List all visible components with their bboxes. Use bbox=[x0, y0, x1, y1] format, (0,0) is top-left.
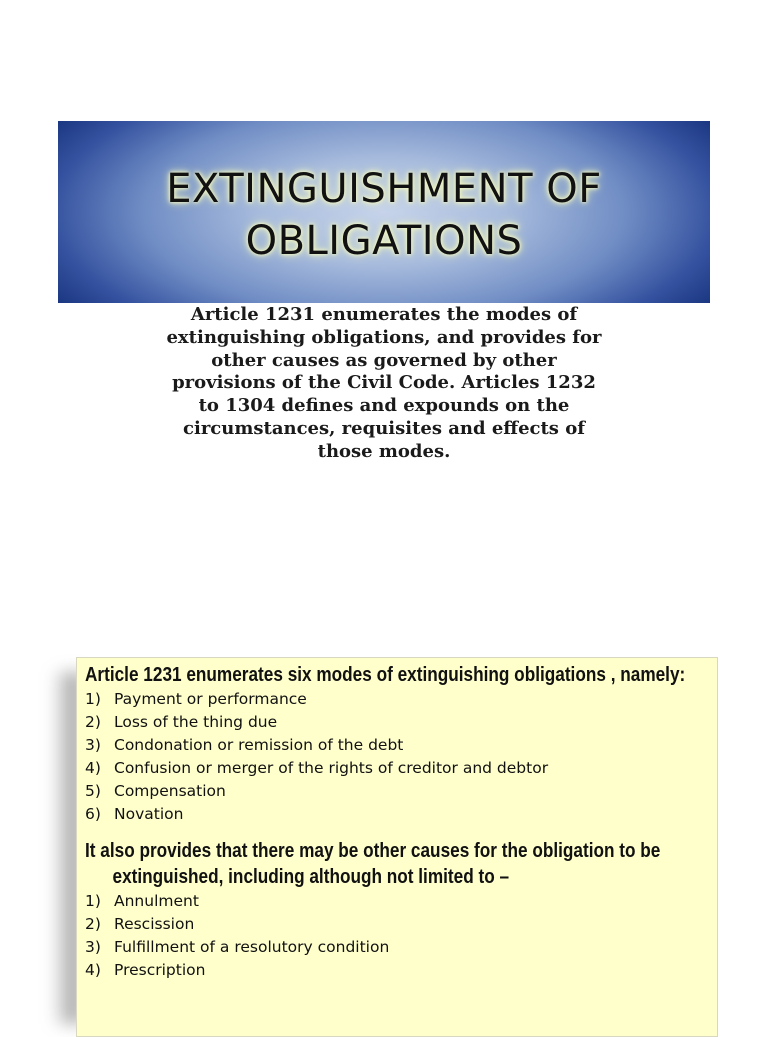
intro-paragraph bbox=[110, 304, 658, 464]
list-number: 6) bbox=[85, 805, 101, 823]
list-text: Rescission bbox=[114, 915, 195, 933]
list-text: Annulment bbox=[114, 892, 199, 910]
list-item bbox=[85, 688, 717, 711]
intro-line: other causes as governed by other bbox=[211, 349, 557, 371]
list-text: Fulfillment of a resolutory condition bbox=[114, 938, 390, 956]
other-causes-heading bbox=[85, 838, 661, 890]
intro-line: extinguishing obligations, and provides for bbox=[166, 326, 602, 348]
list-number: 5) bbox=[85, 782, 101, 800]
modes-heading: Article 1231 enumerates six modes of extinguishing obligations , namely: bbox=[85, 664, 686, 686]
list-number: 2) bbox=[85, 713, 101, 731]
list-number: 3) bbox=[85, 736, 101, 754]
other-causes-heading-line-2: extinguished, including although not limited to – bbox=[112, 866, 510, 888]
modes-list bbox=[85, 688, 717, 826]
title-line-1: EXTINGUISHMENT OF bbox=[166, 166, 602, 212]
list-number: 2) bbox=[85, 915, 101, 933]
list-number: 3) bbox=[85, 938, 101, 956]
list-number: 1) bbox=[85, 690, 101, 708]
list-item bbox=[85, 803, 717, 826]
list-text: Novation bbox=[114, 805, 184, 823]
list-text: Prescription bbox=[114, 961, 206, 979]
intro-line: provisions of the Civil Code. Articles 1232 bbox=[172, 372, 596, 394]
intro-line: to 1304 defines and expounds on the bbox=[198, 395, 570, 417]
list-number: 4) bbox=[85, 759, 101, 777]
intro-line: circumstances, requisites and effects of bbox=[183, 417, 585, 439]
other-causes-heading-line-1: It also provides that there may be other causes for the obligation to be bbox=[85, 840, 661, 862]
list-item bbox=[85, 711, 717, 734]
list-item bbox=[85, 890, 717, 913]
intro-line: those modes. bbox=[317, 440, 451, 462]
intro-line: Article 1231 enumerates the modes of bbox=[190, 304, 578, 325]
title-line-2: OBLIGATIONS bbox=[245, 218, 523, 264]
list-text: Condonation or remission of the debt bbox=[114, 736, 404, 754]
list-number: 1) bbox=[85, 892, 101, 910]
list-item bbox=[85, 959, 717, 982]
notes-box bbox=[76, 657, 718, 1037]
list-item bbox=[85, 936, 717, 959]
list-text: Loss of the thing due bbox=[114, 713, 278, 731]
list-text: Confusion or merger of the rights of creditor and debtor bbox=[114, 759, 549, 777]
title-banner bbox=[58, 121, 710, 303]
list-item bbox=[85, 757, 717, 780]
list-number: 4) bbox=[85, 961, 101, 979]
list-item bbox=[85, 913, 717, 936]
other-causes-list bbox=[85, 890, 717, 982]
list-item bbox=[85, 780, 717, 803]
list-item bbox=[85, 734, 717, 757]
list-text: Compensation bbox=[114, 782, 226, 800]
list-text: Payment or performance bbox=[114, 690, 307, 708]
